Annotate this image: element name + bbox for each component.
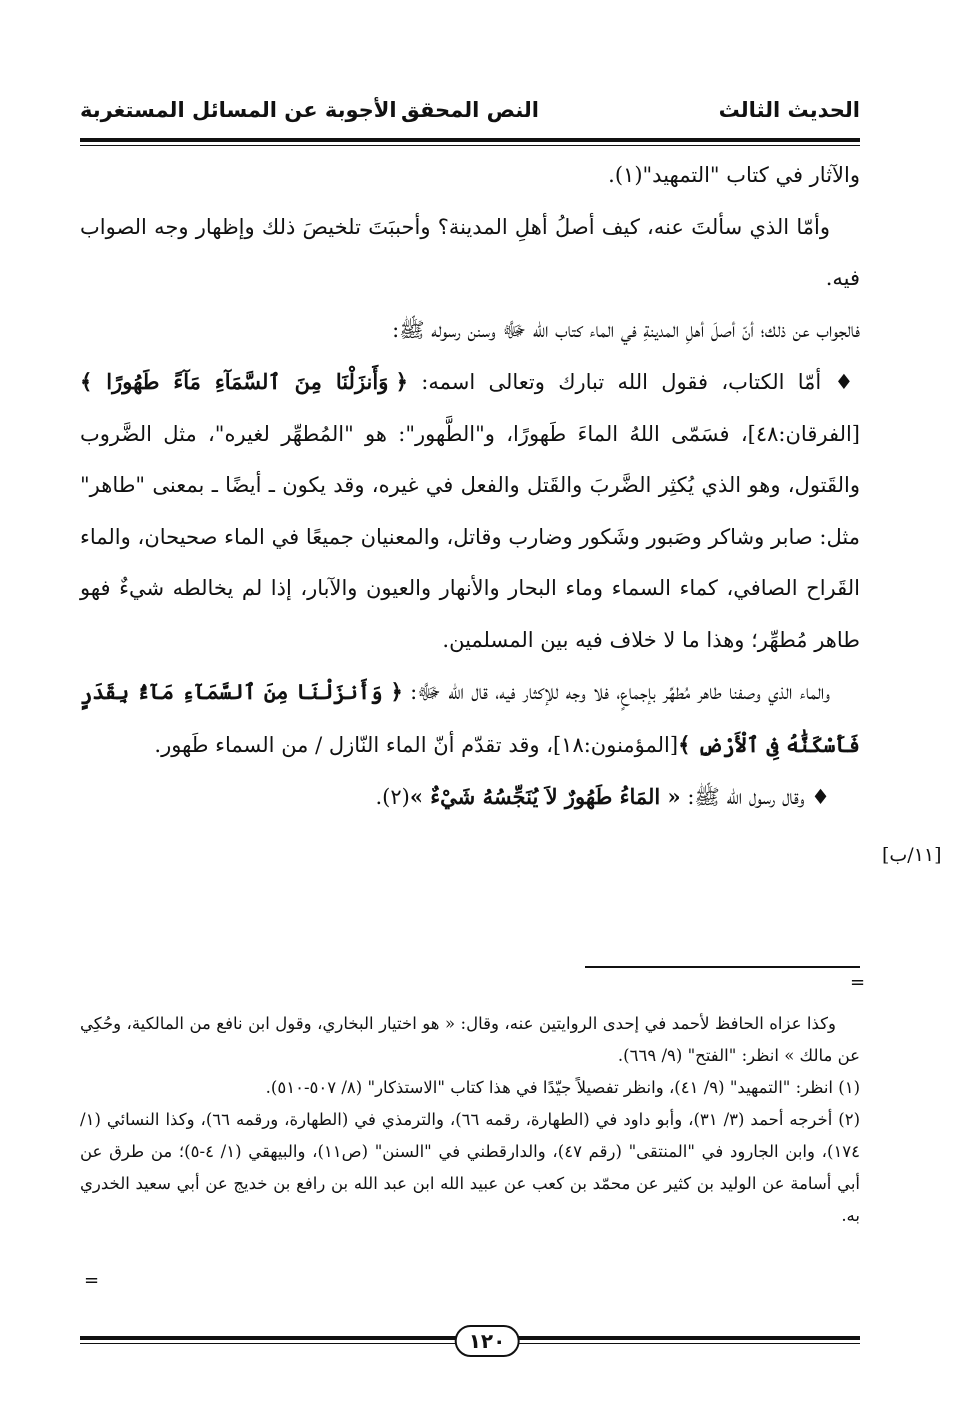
footnote-ref-2: (٢). — [375, 785, 410, 809]
footnotes — [80, 1008, 860, 1232]
paragraph-1: والآثار في كتاب "التمهيد"(١). — [608, 163, 860, 187]
footnote-separator — [585, 966, 860, 968]
manuscript-folio-marker: [١١/ب] — [882, 844, 942, 866]
header-book-title: الأجوبة عن المسائل المستغربة — [80, 98, 397, 122]
paragraph-4-body: [الفرقان:٤٨]، فسَمّى اللهُ الماءَ طَهورًا، و"الطَّهور": هو "المُطهِّر لغيره"، مثل الضَّروب والقَتول، وهو الذي يُكثِر الضَّربَ والقَتل والفعل في غيره، وقد يكون ـ أيضًا ـ بمعنى "طاهر" مثل: صابر وشاكر وصَبور وشَكور وضارب وقاتل، والمعنيان جميعًا في الماء صحيحان، والماء القَراح الصافي، كماء السماء وماء البحار والأنهار والعيون والآبار، إذا لم يخالطه شيءٌ فهو طاهر مُطهِّر؛ وهذا ما لا خلاف فيه بين المسلمين. — [80, 421, 860, 652]
running-header — [80, 92, 860, 136]
quran-verse-furqan: ﴿ وَأَنزَلْنَا مِنَ ٱلسَّمَآءِ مَآءً طَهُورًا ﴾ — [80, 369, 408, 394]
hadith-text: « المَاءُ طَهُورٌ لاَ يُنَجِّسُهُ شَيْءٌ » — [409, 784, 681, 809]
paragraph-2: وأمّا الذي سألتَ عنه، كيف أصلُ أهلِ المدينة؟ وأحببَتَ تلخيصَ ذلك وإظهار وجه الصواب فيه. — [80, 214, 860, 290]
header-chapter-title: الحديث الثالث — [718, 98, 860, 122]
paragraph-4-intro: ♦ أمّا الكتاب، فقول الله تبارك وتعالى اسمه: — [407, 370, 861, 394]
page-number: ١٢٠ — [455, 1325, 520, 1357]
paragraph-5 — [80, 666, 860, 771]
header-rule-thin — [80, 145, 860, 146]
paragraph-5-body: [المؤمنون:١٨]، وقد تقدّم أنّ الماء النّازل / من السماء طَهور. — [154, 732, 679, 757]
paragraph-3: فالجواب عن ذلك؛ أنّ أصلَ أهلِ المدينةِ في الماء كتاب الله ﷻ وسنن رسوله ﷺ: — [392, 317, 860, 342]
footnote-1: (١) انظر: "التمهيد" (٩/ ٤١)، وانظر تفصيلاً جيّدًا في هذا كتاب "الاستذكار" (٨/ ٥٠٧-٥١٠). — [265, 1078, 860, 1097]
main-text — [80, 150, 860, 824]
continuation-mark-top: = — [850, 972, 866, 993]
header-section-title: النص المحقق — [401, 98, 539, 122]
footnote-2: (٢) أخرجه أحمد (٣/ ٣١)، وأبو داود في (الطهارة، رقمه ٦٦)، والترمذي في (الطهارة، ورقمه ٦٦)، وكذا النسائي (١/ ١٧٤)، وابن الجارود في "المنتقى" (رقم ٤٧)، والدارقطني في "السنن" (ص١١)، والبيهقي (١/ ٤-٥)؛ من طرق عن أبي أسامة عن الوليد بن كثير عن محمّد بن كعب عن عبيد الله ابن عبد الله بن رافع بن خديج عن أبي سعيد الخدري به. — [80, 1110, 861, 1225]
footnote-continuation: وكذا عزاه الحافظ لأحمد في إحدى الروايتين عنه، وقال: « هو اختيار البخاري، وقول ابن نافع من المالكية، وحُكِي عن مالك » انظر: "الفتح" (٩/ ٦٦٩). — [80, 1014, 860, 1065]
header-rule-thick — [80, 138, 860, 142]
paragraph-6-intro: ♦ وقال رسول الله ﷺ: — [680, 785, 830, 809]
quran-verse-muminun: ﴿ وَأَنزَلْنَا مِنَ ٱلسَّمَآءِ مَآءًۢ بِقَدَرٍ فَأَسْكَنَّٰهُ فِى ٱلْأَرْضِ ﴾ — [80, 679, 860, 757]
paragraph-6 — [80, 771, 860, 824]
paragraph-4 — [80, 356, 860, 666]
continuation-mark-bottom: = — [84, 1270, 100, 1291]
paragraph-5-intro: والماء الذي وصفنا طاهر مُطهِّر بإجماعٍ، فلا وجه للإكثار فيه، قال الله ﷻ: — [402, 680, 830, 704]
